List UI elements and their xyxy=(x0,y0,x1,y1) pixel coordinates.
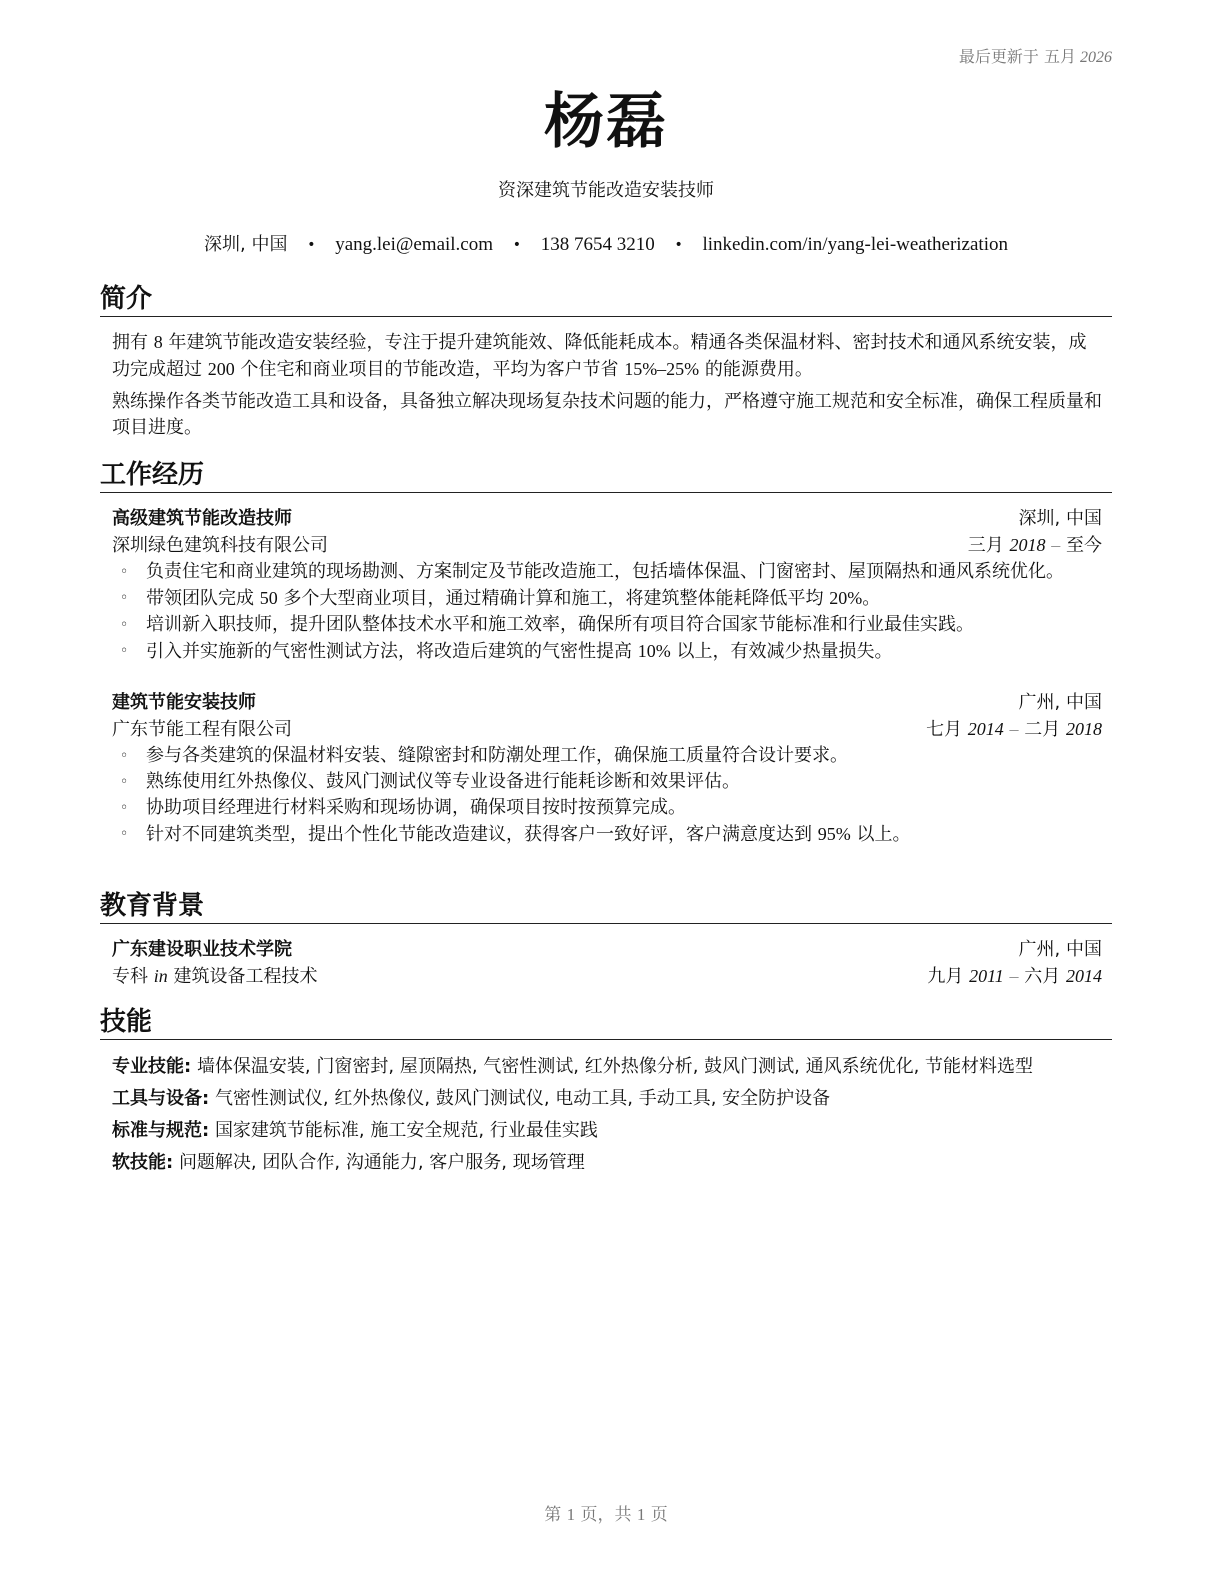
bullet-circle-icon: ◦ xyxy=(120,800,129,816)
list-item xyxy=(120,821,1102,848)
last-updated-year: 2026 xyxy=(1080,49,1112,66)
bullet-circle-icon: ◦ xyxy=(120,774,129,790)
number-run: 10% xyxy=(637,641,671,661)
experience-section xyxy=(100,458,1112,848)
list-item xyxy=(120,559,1102,585)
skill-value: 墙体保温安装, 门窗密封, 屋顶隔热, 气密性测试, 红外热像分析, 鼓风门测试, 通风系统优化, 节能材料选型 xyxy=(196,1056,1034,1077)
job-dates xyxy=(968,532,1102,559)
section-title-summary: 简介 xyxy=(100,282,1112,317)
bullet-circle-icon: ◦ xyxy=(120,590,129,606)
contact-email[interactable]: yang.lei@email.com xyxy=(335,234,494,255)
text-run: 负责住宅和商业建筑的现场勘测、方案制定及节能改造施工，包括墙体保温、门窗密封、屋顶隔热和通风系统优化。 xyxy=(146,561,1064,582)
text-run: 以上，有效减少热量损失。 xyxy=(670,641,893,662)
contact-phone: 138 7654 3210 xyxy=(540,234,655,255)
number-run: 200 xyxy=(207,359,235,379)
text-run: 的能源费用。 xyxy=(699,359,813,380)
date-year: 2018 xyxy=(1009,535,1046,555)
date-month: 九月 xyxy=(927,966,964,987)
text-run: 协助项目经理进行材料采购和现场协调，确保项目按时按预算完成。 xyxy=(146,797,686,818)
page-total: 1 xyxy=(636,1505,646,1524)
job-bullets xyxy=(112,559,1102,665)
job-location: 广州, 中国 xyxy=(1018,692,1102,713)
bullet-circle-icon: ◦ xyxy=(120,564,129,580)
experience-entry xyxy=(112,689,1102,848)
text-run: 引入并实施新的气密性测试方法，将改造后建筑的气密性提高 xyxy=(146,641,638,662)
skill-row xyxy=(112,1054,1102,1080)
section-title-education: 教育背景 xyxy=(100,889,1112,924)
last-updated-label: 最后更新于 xyxy=(958,47,1039,66)
last-updated xyxy=(959,44,1112,67)
number-run: 50 xyxy=(259,588,278,608)
number-run: 15%–25% xyxy=(624,359,700,379)
date-year: 2014 xyxy=(1066,966,1102,986)
contact-line xyxy=(100,230,1112,256)
company-name: 深圳绿色建筑科技有限公司 xyxy=(112,535,328,556)
date-month: 六月 xyxy=(1024,966,1061,987)
date-year: 2018 xyxy=(1066,719,1102,739)
date-month: 二月 xyxy=(1024,719,1061,740)
skill-value: 国家建筑节能标准, 施工安全规范, 行业最佳实践 xyxy=(214,1120,598,1141)
contact-separator: • xyxy=(512,237,522,253)
skill-row xyxy=(112,1118,1102,1144)
date-month: 七月 xyxy=(926,719,963,740)
list-item xyxy=(120,769,1102,795)
text-run: 以上。 xyxy=(850,824,911,845)
education-section xyxy=(100,889,1112,990)
page-footer xyxy=(100,1500,1112,1525)
date-dash: – xyxy=(1009,719,1019,739)
last-updated-month: 五月 xyxy=(1043,47,1076,66)
contact-separator: • xyxy=(674,237,683,253)
page-number: 1 xyxy=(566,1505,576,1524)
candidate-headline: 资深建筑节能改造安装技师 xyxy=(498,180,714,201)
job-bullets xyxy=(112,743,1102,848)
school-location: 广州, 中国 xyxy=(1018,939,1102,960)
section-title-experience: 工作经历 xyxy=(100,458,1112,493)
text-run: 多个大型商业项目，通过精确计算和施工，将建筑整体能耗降低平均 xyxy=(277,588,830,609)
text-run: 带领团队完成 xyxy=(146,588,260,609)
list-item xyxy=(120,743,1102,769)
summary-section xyxy=(100,282,1112,441)
date-end: 至今 xyxy=(1066,535,1102,556)
contact-location: 深圳, 中国 xyxy=(204,234,288,255)
job-location: 深圳, 中国 xyxy=(1018,508,1102,529)
degree-level: 专科 xyxy=(112,966,148,987)
experience-entry xyxy=(112,505,1102,665)
company-name: 广东节能工程有限公司 xyxy=(112,719,292,740)
contact-separator: • xyxy=(307,237,316,253)
date-month: 三月 xyxy=(967,535,1004,556)
degree xyxy=(112,963,317,990)
school-name: 广东建设职业技术学院 xyxy=(112,939,292,960)
education-dates xyxy=(927,963,1102,990)
number-run: 95% xyxy=(817,824,851,844)
list-item xyxy=(120,638,1102,665)
text-run: 针对不同建筑类型，提出个性化节能改造建议，获得客户一致好评，客户满意度达到 xyxy=(146,824,818,845)
degree-major: 建筑设备工程技术 xyxy=(173,966,318,987)
list-item xyxy=(120,612,1102,638)
skill-label: 软技能: xyxy=(112,1152,174,1173)
number-run: 8 xyxy=(153,332,163,352)
skill-value: 问题解决, 团队合作, 沟通能力, 客户服务, 现场管理 xyxy=(178,1152,585,1173)
text-run: 熟练使用红外热像仪、鼓风门测试仪等专业设备进行能耗诊断和效果评估。 xyxy=(146,771,740,792)
number-run: 20% xyxy=(829,588,863,608)
text-run: 年建筑节能改造安装经验，专注于提升建筑能效、降低能耗成本。精通各类保温材料、密封技术和通风系统安装，成功完成超过 xyxy=(112,332,1087,380)
skill-label: 专业技能: xyxy=(112,1056,192,1077)
summary-paragraph xyxy=(112,329,1102,383)
bullet-circle-icon: ◦ xyxy=(120,617,129,633)
bullet-circle-icon: ◦ xyxy=(120,748,129,764)
text-run: 页 xyxy=(645,1505,668,1525)
bullet-circle-icon: ◦ xyxy=(120,643,129,659)
text-run: 页，共 xyxy=(575,1505,637,1525)
summary-paragraph: 熟练操作各类节能改造工具和设备，具备独立解决现场复杂技术问题的能力，严格遵守施工规范和安全标准，确保工程质量和项目进度。 xyxy=(112,391,1102,438)
date-dash: – xyxy=(1009,966,1019,986)
date-year: 2014 xyxy=(967,719,1004,739)
text-run: 参与各类建筑的保温材料安装、缝隙密封和防潮处理工作，确保施工质量符合设计要求。 xyxy=(146,745,848,766)
job-title: 建筑节能安装技师 xyxy=(112,692,256,713)
skill-label: 标准与规范: xyxy=(112,1120,210,1141)
skill-row xyxy=(112,1086,1102,1112)
text-run: 第 xyxy=(544,1505,567,1525)
section-title-skills: 技能 xyxy=(100,1005,1112,1040)
list-item xyxy=(120,585,1102,612)
contact-linkedin[interactable]: linkedin.com/in/yang-lei-weatherization xyxy=(702,234,1008,255)
text-run: 。 xyxy=(862,588,881,609)
date-dash: – xyxy=(1051,535,1061,555)
candidate-name: 杨磊 xyxy=(544,87,668,157)
date-year: 2011 xyxy=(969,966,1004,986)
skill-value: 气密性测试仪, 红外热像仪, 鼓风门测试仪, 电动工具, 手动工具, 安全防护设备 xyxy=(214,1088,831,1109)
list-item xyxy=(120,795,1102,821)
text-run: 个住宅和商业项目的节能改造，平均为客户节省 xyxy=(234,359,625,380)
skill-label: 工具与设备: xyxy=(112,1088,210,1109)
bullet-circle-icon: ◦ xyxy=(120,826,129,842)
text-run: 培训新入职技师，提升团队整体技术水平和施工效率，确保所有项目符合国家节能标准和行业最佳实践。 xyxy=(146,614,974,635)
degree-in: in xyxy=(153,966,168,986)
text-run: 拥有 xyxy=(112,332,154,353)
job-title: 高级建筑节能改造技师 xyxy=(112,508,292,529)
job-dates xyxy=(926,716,1102,743)
skills-section xyxy=(100,1005,1112,1176)
skill-row xyxy=(112,1150,1102,1176)
